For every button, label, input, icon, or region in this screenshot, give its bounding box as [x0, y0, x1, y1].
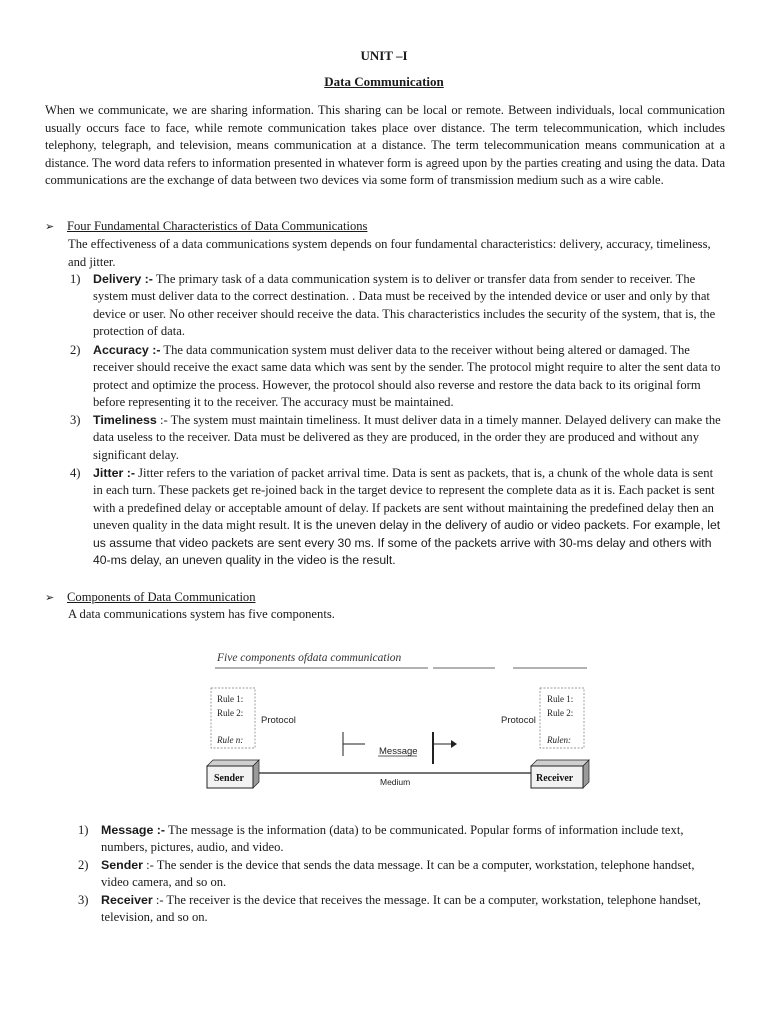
protocol-label-left: Protocol — [261, 715, 296, 726]
components-diagram — [205, 646, 590, 796]
section-heading-characteristics — [45, 218, 367, 237]
list-item — [76, 857, 724, 892]
item-number: 4) — [70, 466, 81, 480]
receiver-box-top — [531, 760, 589, 766]
item-text: :- The receiver is the device that receives the message. It can be a computer, workstation, telephone handset, television, and so on. — [101, 893, 701, 925]
item-text: :- The system must maintain timeliness. It must deliver data in a timely manner. Delayed delivery can make the data useless to the receiver. Data must be delivered as they are produced, in the order they are produced and without any significant delay. — [93, 413, 721, 462]
item-number: 2) — [78, 858, 89, 872]
item-term: Sender — [101, 858, 144, 872]
page-title: Data Communication — [324, 74, 444, 89]
right-rule: Rulen: — [547, 735, 571, 745]
item-number: 2) — [70, 343, 81, 357]
item-term: Jitter :- — [93, 466, 135, 480]
arrow-bullet-icon: ➢ — [45, 592, 55, 604]
right-rule: Rule 2: — [547, 708, 574, 718]
item-term: Timeliness — [93, 413, 157, 427]
left-rule: Rule 1: — [217, 694, 244, 704]
characteristics-list — [68, 271, 724, 569]
item-number: 1) — [78, 823, 89, 837]
item-text: :- The sender is the device that sends the data message. It can be a computer, workstation, telephone handset, video camera, and so on. — [101, 858, 695, 890]
item-number: 3) — [70, 413, 81, 427]
item-text: The data communication system must deliver data to the receiver without being altered or damaged. The receiver should receive the exact same data which was sent by the sender. The protocol might require to alter the sent data to protect and optimize the process. However, the protocol should also reverse and restore the data back to its original form before representing it to the receiver. The accuracy must be maintained. — [93, 343, 721, 410]
section-lead: A data communications system has five components. — [68, 607, 335, 621]
item-number: 1) — [70, 272, 81, 286]
receiver-label: Receiver — [536, 773, 574, 784]
item-term: Delivery :- — [93, 272, 153, 286]
message-arrow-icon — [451, 740, 457, 748]
diagram-caption: Five components ofdata communication — [217, 652, 402, 664]
arrow-bullet-icon: ➢ — [45, 221, 55, 233]
sender-box-top — [207, 760, 259, 766]
item-term: Message :- — [101, 823, 166, 837]
item-number: 3) — [78, 893, 89, 907]
section-title: Components of Data Communication — [67, 590, 256, 604]
components-list — [76, 822, 724, 927]
message-label: Message — [379, 746, 418, 757]
item-text: Jitter refers to the variation of packet arrival time. Data is sent as packets, that is, a chunk of the whole data is sent in each turn. These packets get re-joined back in the target device to represent the complete data as it is. Each packet is sent with a predefined delay or acceptable amount of delay. If packets are sent without maintaining the predefined delay then an uneven quality in the data might result. — [93, 466, 715, 533]
item-text: The primary task of a data communication system is to deliver or transfer data from sender to receiver. The system must deliver data to the correct destination. . Data must be received by the intended device or user and only by that device or user. No other receiver should receive the data. This characteristics includes the security of the system, that is, the protection of data. — [93, 272, 716, 339]
unit-heading: UNIT –I — [360, 48, 408, 63]
list-item — [76, 822, 724, 857]
section-lead: The effectiveness of a data communications system depends on four fundamental characteristics: delivery, accuracy, timeliness, and jitter. — [68, 237, 711, 269]
item-text: The message is the information (data) to be communicated. Popular forms of information include text, numbers, pictures, audio, and video. — [101, 823, 684, 855]
protocol-label-right: Protocol — [501, 715, 536, 726]
item-term: Receiver — [101, 893, 153, 907]
list-item — [68, 465, 724, 569]
section-heading-components — [45, 589, 256, 608]
item-term: Accuracy :- — [93, 343, 161, 357]
list-item — [68, 342, 724, 411]
right-rule: Rule 1: — [547, 694, 574, 704]
list-item — [76, 892, 724, 927]
intro-paragraph: When we communicate, we are sharing information. This sharing can be local or remote. Between individuals, local communication usually occurs face to face, while remote communication takes place over distance. The term telecommunication, which includes telephony, telegraph, and television, means communication at a distance. The term telecommunication means communication at a distance. The word data refers to information presented in whatever form is agreed upon by the parties creating and using the data. Data communications are the exchange of data between two devices via some form of transmission medium such as a wire cable. — [45, 103, 725, 188]
section-title: Four Fundamental Characteristics of Data Communications — [67, 219, 368, 233]
medium-label: Medium — [380, 777, 411, 787]
item-text-emphasis: It is the uneven delay in the delivery of audio or video packets. For example, let us assume that video packets are sent every 30 ms. If some of the packets arrive with 30-ms delay and others with 40-ms delay, an uneven quality in the video is the result. — [93, 518, 721, 568]
left-rule: Rule 2: — [217, 708, 244, 718]
list-item — [68, 412, 724, 464]
sender-label: Sender — [214, 773, 244, 784]
list-item — [68, 271, 724, 340]
left-rule: Rule n: — [217, 735, 244, 745]
